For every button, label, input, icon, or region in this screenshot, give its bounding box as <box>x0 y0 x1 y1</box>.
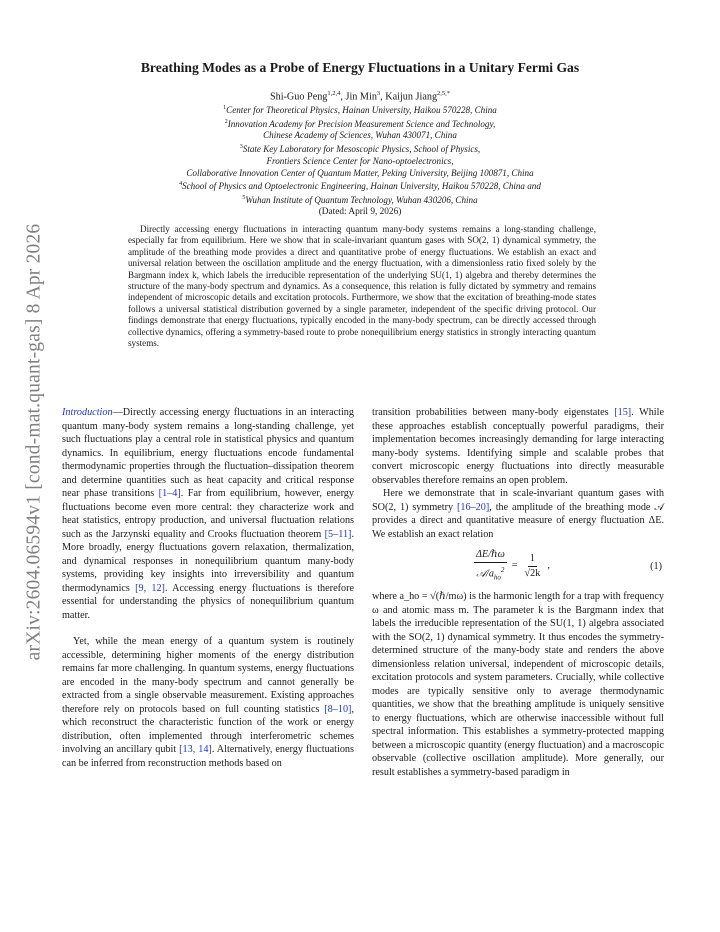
citation-link[interactable]: [15] <box>614 407 632 418</box>
affiliation-line: Frontiers Science Center for Nano-optoelectronics, <box>266 155 454 166</box>
arxiv-stamp-text: arXiv:2604.06594v1 [cond-mat.quant-gas] 8 Apr 2026 <box>23 223 45 661</box>
intro-paragraph: Introduction—Directly accessing energy fluctuations in an interacting quantum many-body system remains a long-standing challenge, yet such fluctuations play a central role in statistical physics and quantum dynamics. In equilibrium, energy fluctuations encode fundamental thermodynamic properties through the fluctuation–dissipation theorem and determine quantities such as heat capacity and critical response near phase transitions [1–4]. Far from equilibrium, however, energy fluctuations become even more central: they characterize work and heat statistics, entropy production, and universal fluctuation relations such as the Jarzynski equality and Crooks fluctuation theorem [5–11]. More broadly, energy fluctuations govern relaxation, thermalization, and dynamical responses in nonequilibrium quantum many-body systems, providing key insights into irreversibility and quantum thermodynamics [9, 12]. Accessing energy fluctuations is therefore essential for understanding the physics of nonequilibrium quantum matter. <box>62 407 354 621</box>
equation-number: (1) <box>650 561 662 572</box>
citation-link[interactable]: [13, 14] <box>179 744 212 755</box>
author-affil-sup: 1,2,4 <box>327 90 341 97</box>
body-paragraph: where a_ho = √(ℏ/mω) is the harmonic length for a trap with frequency ω and atomic mass m. The parameter k is the Bargmann index that labels the irreducible representation of the SU(1, 1) algebra associated with the SO(2, 1) dynamical symmetry. It thus encodes the symmetry-determined structure of the many-body state and renders the above dimensionless relation universal, independent of microscopic details, excitation protocols and system parameters. Crucially, while collective modes are typically sensitive only to average thermodynamic quantities, we show that the breathing amplitude is uniquely sensitive to energy fluctuations, which are otherwise inaccessible without full spectral information. This establishes a symmetry-protected mapping between a microscopic quantity (energy fluctuation) and a macroscopic observable (collective oscillation amplitude). More generally, our result establishes a symmetry-based paradigm in <box>372 591 664 778</box>
affiliation-line: Collaborative Innovation Center of Quantum Matter, Peking University, Beijing 100871, China <box>186 167 534 178</box>
affiliation-line: Chinese Academy of Sciences, Wuhan 430071, China <box>263 130 457 141</box>
body-paragraph: transition probabilities between many-body eigenstates [15]. While these approaches establish conceptually powerful paradigms, their implementation becomes increasingly demanding for large interacting many-body systems. Identifying simple and scalable probes that convert microscopic energy fluctuations into directly measurable observables therefore remains an open problem. <box>372 407 664 486</box>
equation-rhs-fraction: $\frac{1}{√2k}$ <box>524 552 541 579</box>
intro-label: Introduction <box>62 407 113 418</box>
author-list: Shi-Guo Peng$^{1,2,4}$, Jin Min$^3$, Kaijun Jiang$^{2,5,*}$ <box>269 90 451 103</box>
author-name: Kaijun Jiang <box>385 91 438 103</box>
citation-link[interactable]: [16–20] <box>457 501 490 513</box>
author-affil-sup: 2,5,* <box>437 90 451 97</box>
body-paragraph: Yet, while the mean energy of a quantum system is routinely accessible, determining higher moments of the energy distribution remains far more challenging. In quantum systems, energy fluctuations are encoded in the many-body spectrum and cannot generally be extracted from a single observable measurement. Existing approaches therefore rely on protocols based on full counting statistics [8–10], which reconstruct the characteristic function of the work or energy distribution, often implemented through interferometric schemes involving an ancillary qubit [13, 14]. Alternatively, energy fluctuations can be inferred from reconstruction methods based on <box>62 636 354 769</box>
affiliation-line: $^4$School of Physics and Optoelectronic Engineering, Hainan University, Haikou 570228, China and <box>179 181 541 192</box>
equals-sign: = <box>511 560 518 572</box>
author-name: Jin Min <box>345 91 377 103</box>
citation-link[interactable]: [1–4] <box>158 488 181 499</box>
citation-link[interactable]: [9, 12] <box>135 582 165 594</box>
affiliation-line: $^5$Wuhan Institute of Quantum Technology, Wuhan 430206, China <box>242 195 478 206</box>
affiliation-line: $^3$State Key Laboratory for Mesoscopic Physics, School of Physics, <box>239 144 481 155</box>
paper-title: Breathing Modes as a Probe of Energy Fluctuations in a Unitary Fermi Gas <box>140 60 580 75</box>
dated-line: (Dated: April 9, 2026) <box>318 207 402 217</box>
left-column <box>62 406 354 770</box>
author-affil-sup: 3 <box>376 90 381 97</box>
abstract: Directly accessing energy fluctuations in interacting quantum many-body systems remains a long-standing challenge, especially far from equilibrium. Here we show that in scale-invariant quantum gases with SO(2, 1) dynamical symmetry, the amplitude of the breathing mode provides a direct and quantitative probe of energy fluctuations. We establish an exact and universal relation between the oscillation amplitude and the energy fluctuation, with a dimensionless ratio fixed solely by the Bargmann index k, which labels the irreducible representation of the underlying SU(1, 1) algebra and thereby determines the structure of the many-body spectrum and dynamics. As a consequence, this relation is fully dictated by symmetry and remains independent of microscopic details and excitation protocols. Furthermore, we show that the excitation of breathing-mode states follows a universal statistical distribution governed by a single parameter, independent of the specific driving protocol. Our findings demonstrate that energy fluctuations, typically encoded in the many-body spectrum, can be directly accessed through collective dynamics, offering a symmetry-based route to probe nonequilibrium energy statistics in strongly interacting quantum systems. <box>128 224 596 349</box>
body-paragraph: Here we demonstrate that in scale-invariant quantum gases with SO(2, 1) symmetry [16–20], the amplitude of the breathing mode 𝒜 provides a direct and quantitative measure of energy fluctuation ΔE. We establish an exact relation <box>372 488 664 540</box>
arxiv-stamp <box>22 192 46 692</box>
affiliation-line: $^2$Innovation Academy for Precision Measurement Science and Technology, <box>224 118 496 129</box>
citation-link[interactable]: [8–10] <box>324 703 352 715</box>
equation-lhs-fraction: $\frac{\text{ΔE/ℏω}}{𝒜/a_{ho}^2}$ <box>476 548 505 582</box>
equation-body: $\frac{\text{ΔE/ℏω}}{𝒜/a_{ho}^2}$ = $\frac{1}{√2k}$ , <box>476 548 550 582</box>
citation-link[interactable]: [5–11] <box>324 528 352 540</box>
equation-1 <box>372 549 664 583</box>
right-column <box>372 406 664 779</box>
affiliation-line: $^1$Center for Theoretical Physics, Hainan University, Haikou 570228, China <box>223 105 497 116</box>
affiliation-list <box>90 103 630 207</box>
author-name: Shi-Guo Peng <box>269 91 328 103</box>
